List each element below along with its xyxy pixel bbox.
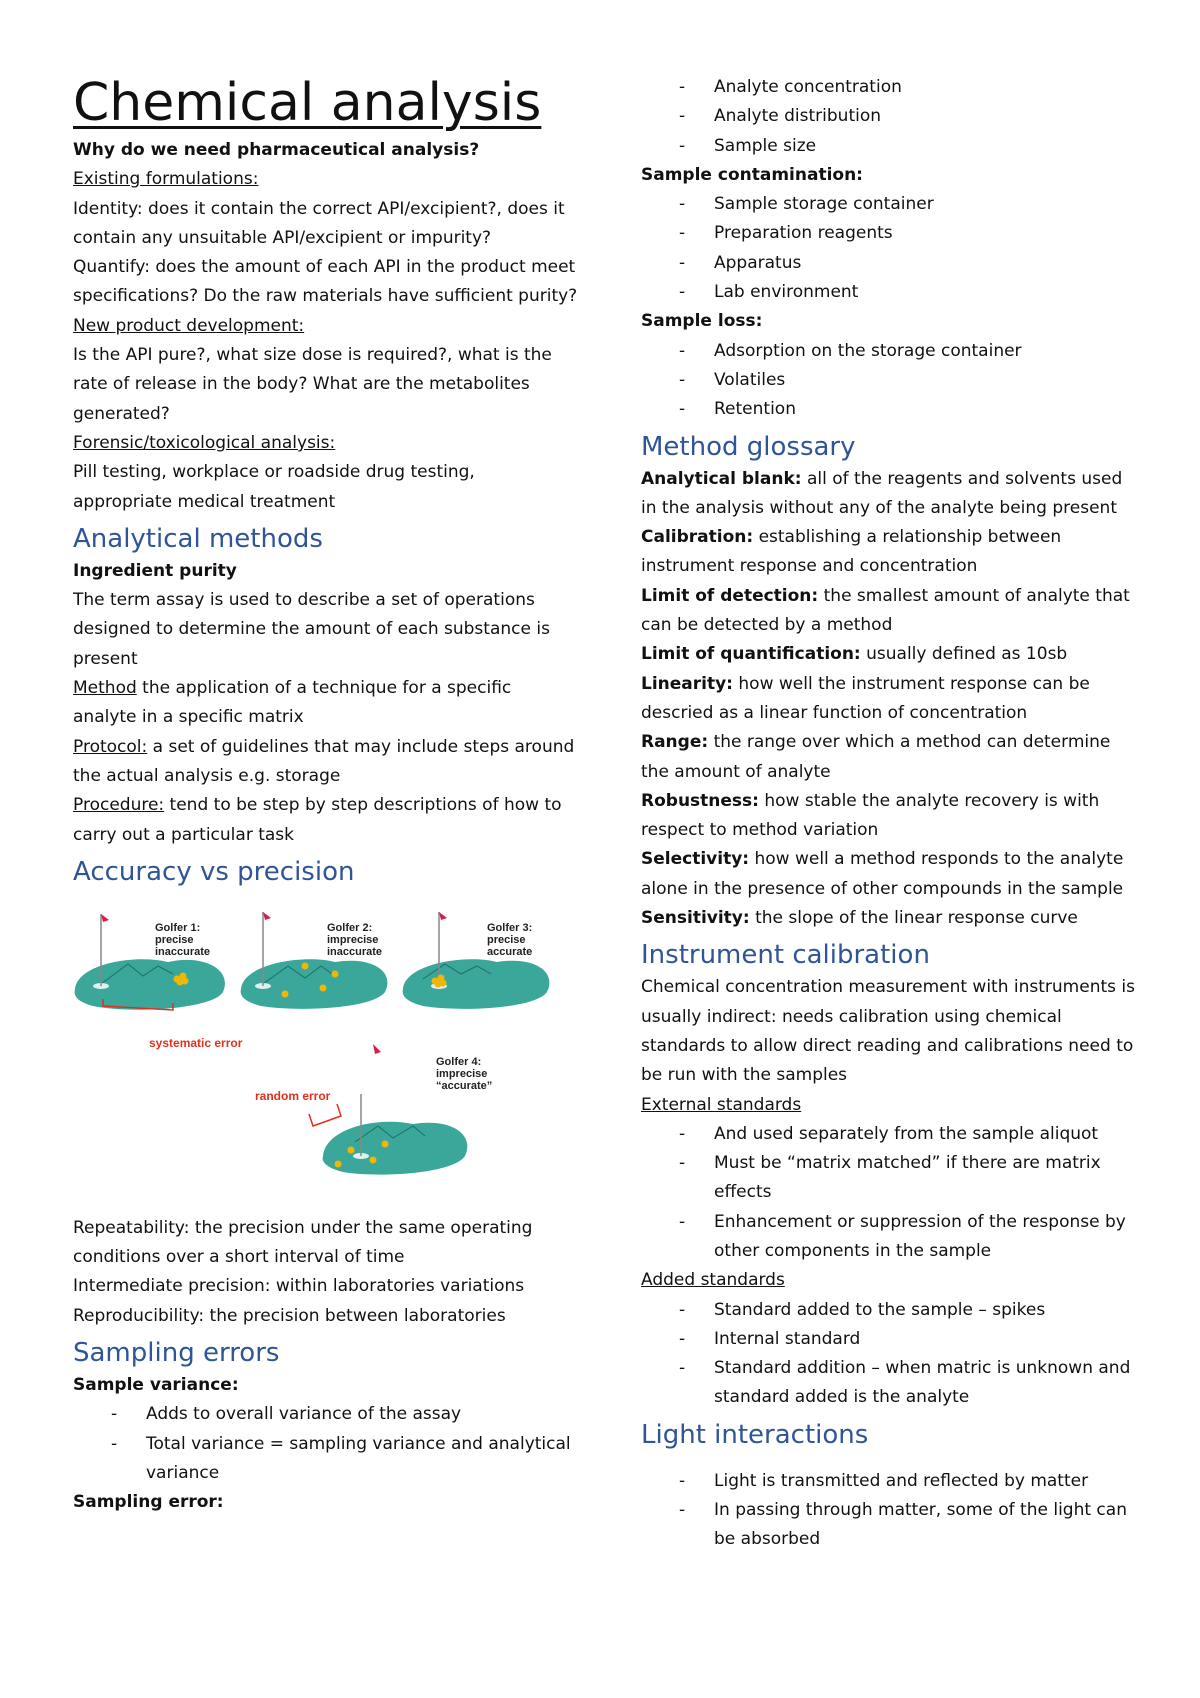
glossary-term: Robustness: (641, 790, 759, 811)
glossary-term: Selectivity: (641, 849, 750, 870)
method-label: Method (73, 678, 137, 699)
glossary-term: Sensitivity: (641, 908, 750, 929)
random-error-label: random error (255, 1088, 331, 1103)
glossary-definition: the slope of the linear response curve (749, 908, 1078, 929)
newprod-label: New product development: (73, 315, 305, 336)
variance-list (73, 1400, 578, 1488)
list-item: - Volatiles (641, 366, 1141, 395)
identity-text: Identity: does it contain the correct API/excipient?, does it contain any unsuitable API/excipient or impurity? (73, 198, 565, 248)
analytical-methods-heading: Analytical methods (73, 523, 323, 554)
glossary-entry (641, 523, 1141, 582)
protocol-text: a set of guidelines that may include steps around the actual analysis e.g. storage (73, 736, 575, 786)
method-text: the application of a technique for a specific analyte in a specific matrix (73, 678, 512, 728)
light-list (641, 1467, 1141, 1555)
instrument-calibration-heading: Instrument calibration (641, 940, 930, 971)
why-heading: Why do we need pharmaceutical analysis? (73, 140, 480, 160)
external-standards-list (641, 1120, 1141, 1266)
glossary-definition: the range over which a method can determine the amount of analyte (641, 732, 1111, 782)
glossary-term: Calibration: (641, 527, 754, 548)
page-title: Chemical analysis (73, 73, 542, 133)
glossary-definition: how well the instrument response can be descried as a linear function of concentration (641, 673, 1090, 723)
list-item: - Must be “matrix matched” if there are matrix effects (641, 1149, 1141, 1208)
glossary-definition: all of the reagents and solvents used in the analysis without any of the analyte being present (641, 468, 1123, 518)
flag-3 (439, 912, 447, 920)
protocol-label: Protocol: (73, 736, 148, 757)
light-interactions-heading: Light interactions (641, 1419, 869, 1450)
contamination-label: Sample contamination: (641, 164, 863, 185)
glossary-term: Range: (641, 732, 709, 753)
method-definition (73, 674, 578, 733)
glossary-list (641, 465, 1141, 934)
spacer (641, 1453, 1141, 1467)
golfer-3-label: Golfer 3: precise accurate (487, 921, 533, 958)
list-item: - Apparatus (641, 249, 1141, 278)
flag-4 (373, 1044, 381, 1054)
glossary-entry (641, 582, 1141, 641)
golfer-4-label: Golfer 4: imprecise “accurate” (436, 1055, 493, 1092)
sampling-errors-heading: Sampling errors (73, 1338, 280, 1369)
systematic-error-label: systematic error (149, 1035, 243, 1050)
glossary-definition: how stable the analyte recovery is with respect to method variation (641, 790, 1100, 841)
loss-list (641, 337, 1141, 425)
accuracy-heading: Accuracy vs precision (73, 856, 355, 887)
list-item: - And used separately from the sample aliquot (641, 1120, 1141, 1149)
forensic-label: Forensic/toxicological analysis: (73, 432, 336, 453)
list-item: - Standard added to the sample – spikes (641, 1296, 1141, 1325)
glossary-term: Analytical blank: (641, 468, 802, 489)
list-item: - Sample size (641, 132, 1141, 161)
glossary-entry (641, 904, 1141, 933)
external-standards-label: External standards (641, 1094, 802, 1115)
left-column (73, 72, 578, 1518)
list-item: - Adsorption on the storage container (641, 337, 1141, 366)
protocol-definition (73, 733, 578, 792)
glossary-definition: establishing a relationship between instrument response and concentration (641, 527, 1062, 577)
flag-1 (101, 914, 109, 922)
glossary-definition: usually defined as 10sb (860, 644, 1068, 665)
glossary-entry (641, 640, 1141, 669)
list-item: - Lab environment (641, 278, 1141, 307)
procedure-text: tend to be step by step descriptions of how to carry out a particular task (73, 795, 562, 845)
glossary-term: Limit of quantification: (641, 644, 861, 665)
calibration-text: Chemical concentration measurement with instruments is usually indirect: needs calibration using chemical standards to allow direct reading and calibrations need to be run with the samples (641, 977, 1135, 1086)
list-item: - Adds to overall variance of the assay (73, 1400, 578, 1429)
glossary-entry (641, 670, 1141, 729)
added-standards-label: Added standards (641, 1270, 785, 1291)
loss-label: Sample loss: (641, 311, 763, 332)
newprod-text: Is the API pure?, what size dose is required?, what is the rate of release in the body? What are the metabolites generated? (73, 345, 552, 424)
repeatability-text: Repeatability: the precision under the same operating conditions over a short interval of time (73, 1217, 533, 1268)
list-item: - Standard addition – when matric is unknown and standard added is the analyte (641, 1354, 1141, 1413)
method-glossary-heading: Method glossary (641, 431, 856, 462)
sampling-error-list (641, 73, 1141, 161)
contamination-list (641, 190, 1141, 307)
assay-text: The term assay is used to describe a set of operations designed to determine the amount of each substance is present (73, 590, 550, 669)
glossary-term: Limit of detection: (641, 585, 819, 606)
ingredient-label: Ingredient purity (73, 560, 237, 581)
glossary-definition: how well a method responds to the analyte alone in the presence of other compounds in the sample (641, 849, 1124, 899)
procedure-definition (73, 791, 578, 850)
glossary-entry (641, 728, 1141, 787)
right-column (641, 73, 1141, 1555)
existing-label: Existing formulations: (73, 169, 259, 190)
list-item: - Internal standard (641, 1325, 1141, 1354)
glossary-term: Linearity: (641, 673, 733, 694)
golfer-accuracy-figure (73, 894, 578, 1204)
list-item: - Retention (641, 395, 1141, 424)
sample-variance-label: Sample variance: (73, 1375, 239, 1396)
list-item: - Analyte distribution (641, 102, 1141, 131)
list-item: - Light is transmitted and reflected by matter (641, 1467, 1141, 1496)
list-item: - Preparation reagents (641, 219, 1141, 248)
golfer-1-label: Golfer 1: precise inaccurate (155, 921, 211, 958)
glossary-definition: the smallest amount of analyte that can be detected by a method (641, 585, 1130, 636)
intermediate-text: Intermediate precision: within laboratories variations (73, 1276, 525, 1297)
list-item: - Analyte concentration (641, 73, 1141, 102)
reproducibility-text: Reproducibility: the precision between laboratories (73, 1305, 506, 1326)
forensic-text: Pill testing, workplace or roadside drug testing, appropriate medical treatment (73, 462, 475, 512)
glossary-entry (641, 787, 1141, 846)
list-item: - Enhancement or suppression of the response by other components in the sample (641, 1208, 1141, 1267)
glossary-entry (641, 465, 1141, 524)
glossary-entry (641, 845, 1141, 904)
added-standards-list (641, 1296, 1141, 1413)
golfer-2-label: Golfer 2: imprecise inaccurate (327, 921, 383, 958)
procedure-label: Procedure: (73, 795, 165, 816)
flag-2 (263, 912, 271, 920)
list-item: - In passing through matter, some of the light can be absorbed (641, 1496, 1141, 1555)
list-item: - Total variance = sampling variance and analytical variance (73, 1430, 578, 1489)
sampling-error-label: Sampling error: (73, 1492, 224, 1513)
list-item: - Sample storage container (641, 190, 1141, 219)
quantify-text: Quantify: does the amount of each API in the product meet specifications? Do the raw materials have sufficient purity? (73, 257, 578, 307)
green-4 (323, 1122, 468, 1175)
